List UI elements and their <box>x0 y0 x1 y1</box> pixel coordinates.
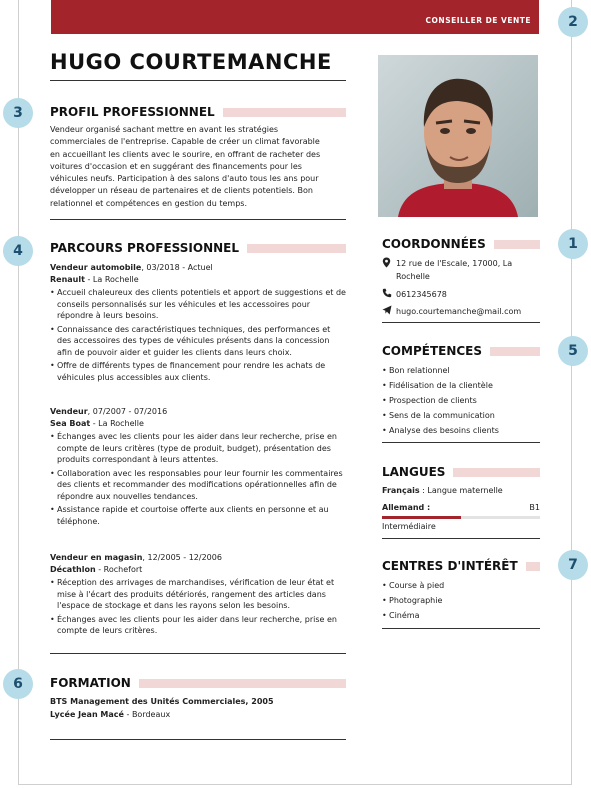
interest-item: • Course à pied <box>382 578 444 593</box>
skill-item: • Prospection de clients <box>382 393 499 408</box>
divider <box>382 628 540 629</box>
education-degree: BTS Management des Unités Commerciales, 2005 <box>50 697 274 706</box>
section-badge-2: 2 <box>558 7 588 37</box>
divider <box>382 442 540 443</box>
job-entry: Vendeur en magasin, 12/2005 - 12/2006 Décathlon - Rochefort • Réception des arrivages de marchandises, vérification de leur état et mise à l'écart des produits détériorés, rangement des articles dans l'espace de stockage et dans les rayons selon les besoins. • Échanges avec les clients pour les aider dans leur recherche, prise en compte de leurs critères. <box>50 552 346 639</box>
job-bullet: • Connaissance des caractéristiques techniques, des performances et des accessoires des types de véhicules présents dans la concession afin de pouvoir aider et guider les clients dans leurs choix. <box>50 324 346 359</box>
section-badge-4: 4 <box>3 236 33 266</box>
profile-title: PROFIL PROFESSIONNEL <box>50 105 346 119</box>
phone-icon <box>382 288 396 301</box>
education-school: Lycée Jean Macé - Bordeaux <box>50 710 171 719</box>
skill-item: • Analyse des besoins clients <box>382 423 499 438</box>
skill-item: • Bon relationnel <box>382 363 499 378</box>
interest-item: • Photographie <box>382 593 444 608</box>
header-bar <box>51 0 539 34</box>
job-bullet: • Collaboration avec les responsables pour leur fournir les commentaires des clients et recommander des modifications opérationnelles afin de répondre aux nouvelles tendances. <box>50 468 346 503</box>
divider <box>50 219 346 220</box>
job-entry: Vendeur automobile, 03/2018 - Actuel Renault - La Rochelle • Accueil chaleureux des clients potentiels et apport de suggestions et de conseils personnalisés sur les véhicules et les accessoires pour répondre à leurs besoins. • Connaissance des caractéristiques techniques, des performances et des accessoires des types de véhicules présents dans la concession afin de pouvoir aider et guider les clients dans leurs choix. • Offre de différents types de financement pour rendre les achats de véhicules plus accessibles aux clients. <box>50 262 346 385</box>
interest-item: • Cinéma <box>382 608 444 623</box>
contact-phone: 0612345678 <box>382 288 532 301</box>
divider <box>50 653 346 654</box>
contact-address: 12 rue de l'Escale, 17000, La Rochelle <box>382 257 532 283</box>
skills-list <box>382 363 499 438</box>
skills-title: COMPÉTENCES <box>382 344 540 358</box>
section-badge-1: 1 <box>558 229 588 259</box>
skill-item: • Sens de la communication <box>382 408 499 423</box>
job-bullet: • Échanges avec les clients pour les aider dans leur recherche, prise en compte de leurs critères (type de produit, budget), présentation des produits correspondant à leurs attentes. <box>50 431 346 466</box>
language-second-level: Intermédiaire <box>382 522 436 531</box>
language-level-fill <box>382 516 461 519</box>
contact-title: COORDONNÉES <box>382 237 540 251</box>
paper-plane-icon <box>382 305 396 318</box>
job-bullet: • Assistance rapide et courtoise offerte aux clients en personne et au téléphone. <box>50 504 346 527</box>
job-bullet: • Échanges avec les clients pour les aider dans leur recherche, prise en compte de leurs critères. <box>50 614 346 637</box>
job-bullet: • Réception des arrivages de marchandises, vérification de leur état et mise à l'écart des produits détériorés, rangement des articles dans l'espace de stockage et dans les rayons selon les besoins. <box>50 577 346 612</box>
interests-list <box>382 578 444 623</box>
portrait-image <box>378 55 538 217</box>
section-badge-6: 6 <box>3 669 33 699</box>
section-badge-3: 3 <box>3 98 33 128</box>
interests-title: CENTRES D'INTÉRÊT <box>382 559 540 573</box>
skill-item: • Fidélisation de la clientèle <box>382 378 499 393</box>
job-bullet: • Offre de différents types de financement pour rendre les achats de véhicules plus accessibles aux clients. <box>50 360 346 383</box>
job-bullet: • Accueil chaleureux des clients potentiels et apport de suggestions et de conseils personnalisés sur les véhicules et les accessoires pour répondre à leurs besoins. <box>50 287 346 322</box>
candidate-name: HUGO COURTEMANCHE <box>50 50 332 74</box>
divider <box>382 538 540 539</box>
job-entry: Vendeur, 07/2007 - 07/2016 Sea Boat - La Rochelle • Échanges avec les clients pour les aider dans leur recherche, prise en compte de leurs critères (type de produit, budget), présentation des produits correspondant à leurs attentes. • Collaboration avec les responsables pour leur fournir les commentaires des clients et recommander des modifications opérationnelles afin de répondre aux nouvelles tendances. • Assistance rapide et courtoise offerte aux clients en personne et au téléphone. <box>50 406 346 529</box>
language-level-bar <box>382 516 540 519</box>
location-pin-icon <box>382 257 396 283</box>
languages-title: LANGUES <box>382 465 540 479</box>
contact-email: hugo.courtemanche@mail.com <box>382 305 532 318</box>
language-native: Français : Langue maternelle <box>382 486 503 495</box>
experience-title: PARCOURS PROFESSIONNEL <box>50 241 346 255</box>
divider <box>382 322 540 323</box>
job-title: CONSEILLER DE VENTE <box>425 16 531 25</box>
profile-text: Vendeur organisé sachant mettre en avant les stratégies commerciales de l'entreprise. Capable de créer un climat favorable en accueillant les clients avec le sourire, en offrant de racheter des voitures d'occasion et en suggérant des financements pour les véhicules neufs. Participation à des salons d'auto tous les ans pour développer un réseau de partenaires et de clients potentiels. Bon relationnel et compétences en gestion du temps. <box>50 125 321 208</box>
divider <box>50 80 346 81</box>
profile-photo <box>378 55 538 217</box>
education-title: FORMATION <box>50 676 346 690</box>
section-badge-5: 5 <box>558 336 588 366</box>
language-second: Allemand : B1 <box>382 503 540 512</box>
divider <box>50 739 346 740</box>
section-badge-7: 7 <box>558 550 588 580</box>
